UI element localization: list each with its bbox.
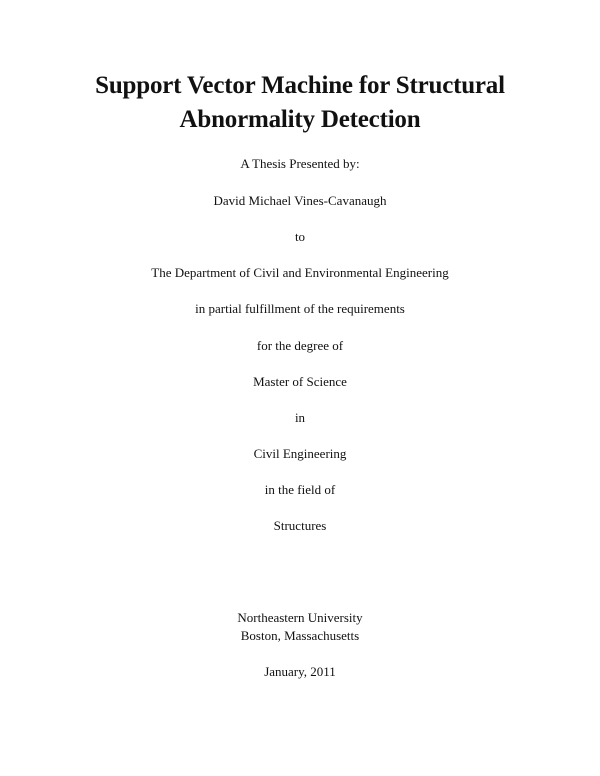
university-location: Boston, Massachusetts (240, 628, 360, 643)
thesis-title-line-1: Support Vector Machine for Structural (95, 72, 505, 99)
fulfillment-statement: in partial fulfillment of the requirements (195, 301, 405, 316)
university-name: Northeastern University (237, 610, 363, 625)
submission-date: January, 2011 (264, 664, 336, 679)
degree-name: Master of Science (253, 374, 347, 389)
field-of-label: in the field of (264, 482, 336, 497)
author-name: David Michael Vines-Cavanaugh (213, 193, 387, 208)
discipline-name: Civil Engineering (253, 446, 347, 461)
presented-by-label: A Thesis Presented by: (240, 156, 360, 171)
department-name: The Department of Civil and Environmental Engineering (151, 265, 449, 280)
field-name: Structures (273, 518, 327, 533)
degree-of-label: for the degree of (256, 338, 344, 353)
in-label: in (294, 410, 306, 425)
thesis-title-line-2: Abnormality Detection (179, 106, 421, 133)
to-label: to (294, 229, 306, 244)
